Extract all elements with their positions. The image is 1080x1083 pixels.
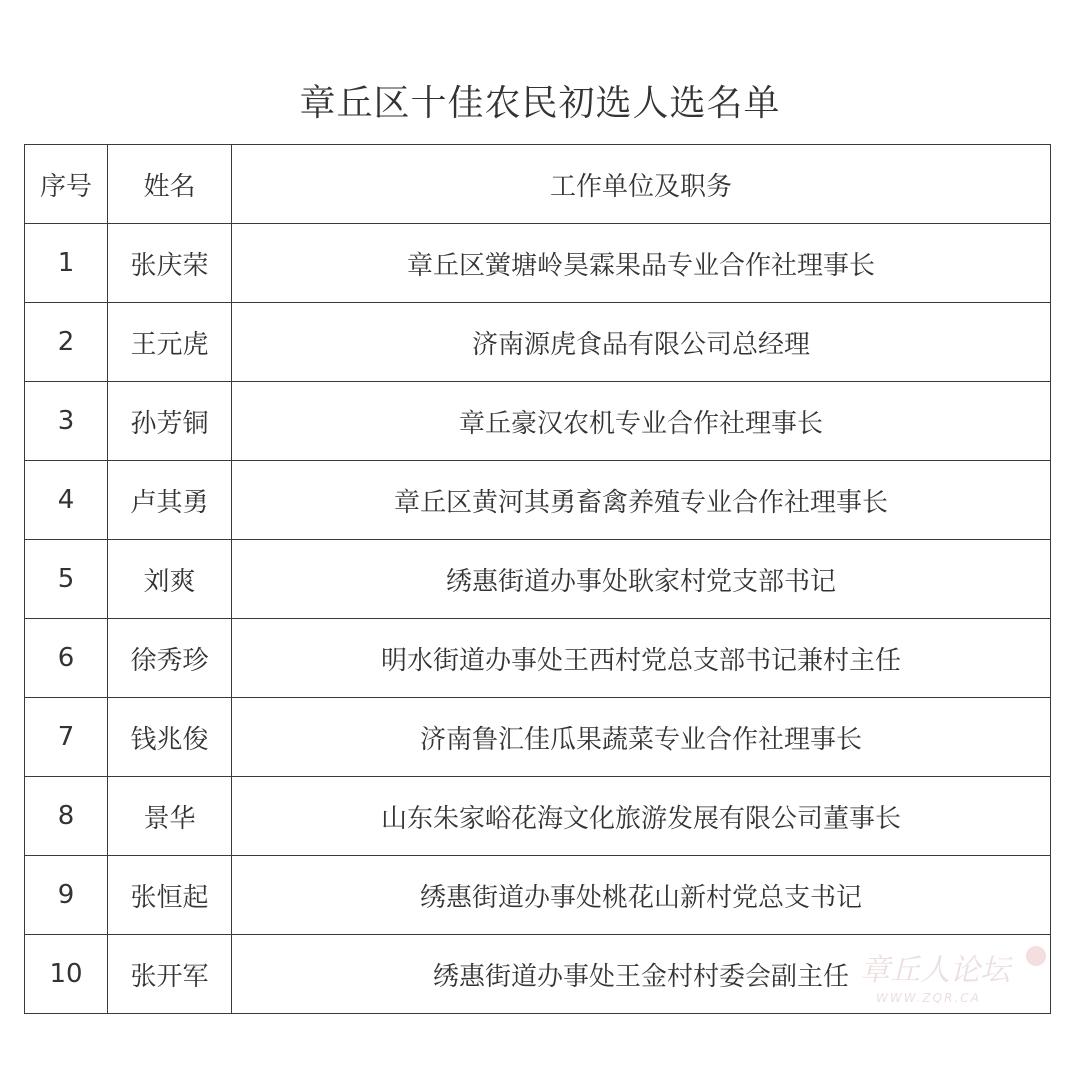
watermark-text: 章丘人论坛: [860, 953, 1010, 988]
row-name: 张庆荣: [108, 224, 232, 303]
row-unit: 绣惠街道办事处耿家村党支部书记: [232, 540, 1051, 619]
row-name: 刘爽: [108, 540, 232, 619]
table-row: [25, 382, 1051, 461]
row-unit: 章丘区黄河其勇畜禽养殖专业合作社理事长: [232, 461, 1051, 540]
table-row: [25, 224, 1051, 303]
row-name: 张恒起: [108, 856, 232, 935]
row-index: 8: [25, 777, 108, 856]
page-title: 章丘区十佳农民初选人选名单: [299, 83, 781, 124]
row-index: 1: [25, 224, 108, 303]
row-name: 徐秀珍: [108, 619, 232, 698]
watermark-logo: [848, 940, 1048, 1010]
row-unit: 绣惠街道办事处桃花山新村党总支书记: [232, 856, 1051, 935]
row-index: 10: [25, 935, 108, 1014]
watermark-seal-icon: [1026, 946, 1046, 966]
table-row: [25, 540, 1051, 619]
header-name: 姓名: [108, 145, 232, 224]
row-index: 9: [25, 856, 108, 935]
row-unit: 绣惠街道办事处王金村村委会副主任: [232, 935, 1051, 1014]
row-index: 5: [25, 540, 108, 619]
row-unit: 山东朱家峪花海文化旅游发展有限公司董事长: [232, 777, 1051, 856]
table-row: [25, 698, 1051, 777]
header-index: 序号: [25, 145, 108, 224]
row-name: 张开军: [108, 935, 232, 1014]
row-index: 3: [25, 382, 108, 461]
row-index: 7: [25, 698, 108, 777]
row-name: 王元虎: [108, 303, 232, 382]
row-unit: 明水街道办事处王西村党总支部书记兼村主任: [232, 619, 1051, 698]
row-unit: 章丘区黉塘岭昊霖果品专业合作社理事长: [232, 224, 1051, 303]
row-unit: 章丘豪汉农机专业合作社理事长: [232, 382, 1051, 461]
table-row: [25, 461, 1051, 540]
table-row: [25, 777, 1051, 856]
row-index: 6: [25, 619, 108, 698]
row-name: 景华: [108, 777, 232, 856]
row-unit: 济南源虎食品有限公司总经理: [232, 303, 1051, 382]
watermark-url: WWW.ZQR.CA: [876, 991, 981, 1005]
table-header-row: [25, 145, 1051, 224]
table-row: [25, 856, 1051, 935]
row-name: 孙芳铜: [108, 382, 232, 461]
row-name: 卢其勇: [108, 461, 232, 540]
table-row: [25, 303, 1051, 382]
row-name: 钱兆俊: [108, 698, 232, 777]
row-index: 2: [25, 303, 108, 382]
row-unit: 济南鲁汇佳瓜果蔬菜专业合作社理事长: [232, 698, 1051, 777]
header-unit: 工作单位及职务: [232, 145, 1051, 224]
table-row: [25, 619, 1051, 698]
candidate-table: [24, 144, 1051, 1014]
row-index: 4: [25, 461, 108, 540]
